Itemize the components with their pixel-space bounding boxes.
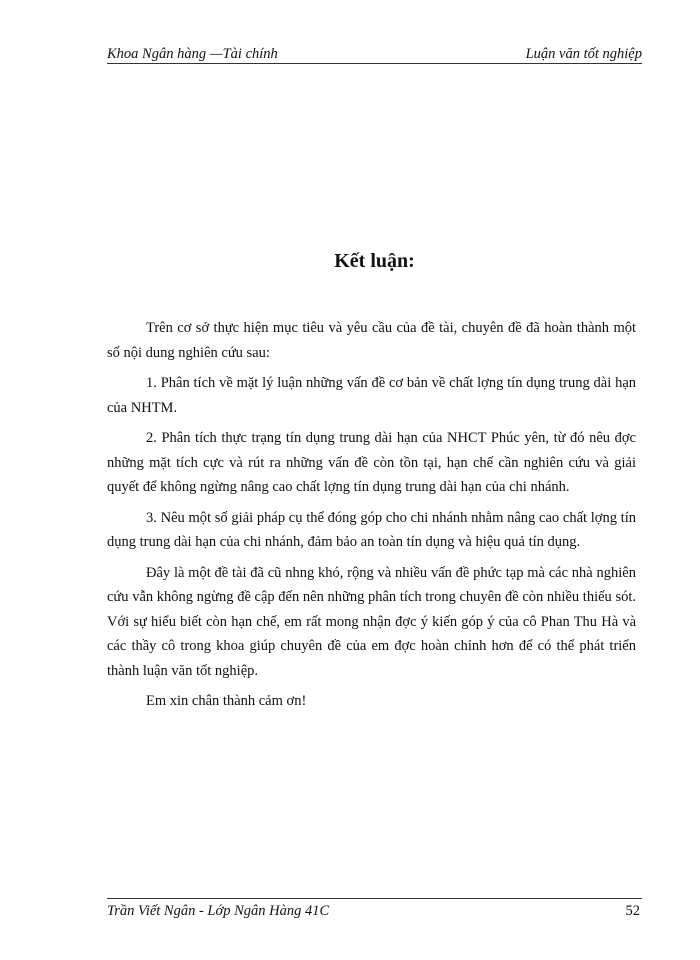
paragraph-point-2: 2. Phân tích thực trạng tín dụng trung dài hạn của NHCT Phúc yên, từ đó nêu đợc những mặt tích cực và rút ra những vấn đề còn tồn tại, hạn chế cần nghiên cứu và giải quyết để không ngừng nâng cao chất lợng tín dụng trung dài hạn của chi nhánh. <box>107 430 636 495</box>
header-faculty: Khoa Ngân hàng —Tài chính <box>107 46 278 62</box>
page-number: 52 <box>625 903 640 919</box>
header-rule <box>107 63 642 64</box>
page-footer <box>107 902 642 920</box>
paragraph-intro: Trên cơ sở thực hiện mục tiêu và yêu cầu của đề tài, chuyên đề đã hoàn thành một số nội dung nghiên cứu sau: <box>107 320 636 361</box>
conclusion-body <box>107 316 636 720</box>
footer-rule <box>107 898 642 899</box>
footer-author: Trần Viết Ngân - Lớp Ngân Hàng 41C <box>107 903 330 919</box>
section-title: Kết luận: <box>334 250 415 272</box>
paragraph-remarks: Đây là một đề tài đã cũ nhng khó, rộng và nhiều vấn đề phức tạp mà các nhà nghiên cứu vẫn không ngừng đề cập đến nên những phân tích trong chuyên đề còn nhiều thiếu sót. Với sự hiểu biết còn hạn chế, em rất mong nhận đợc ý kiến góp ý của cô Phan Thu Hà và các thầy cô trong khoa giúp chuyên đề của em đợc hoàn chỉnh hơn để có thể phát triển thành luận văn tốt nghiệp. <box>107 564 636 679</box>
paragraph-point-1: 1. Phân tích về mặt lý luận những vấn đề cơ bản về chất lợng tín dụng trung dài hạn của NHTM. <box>107 375 636 416</box>
header-document-type: Luận văn tốt nghiệp <box>525 46 642 62</box>
paragraph-point-3: 3. Nêu một số giải pháp cụ thể đóng góp cho chi nhánh nhằm nâng cao chất lợng tín dụng trung dài hạn của chi nhánh, đảm bảo an toàn tín dụng và hiệu quả tín dụng. <box>107 509 636 550</box>
page-header <box>107 46 642 62</box>
paragraph-thanks: Em xin chân thành cảm ơn! <box>146 693 307 709</box>
